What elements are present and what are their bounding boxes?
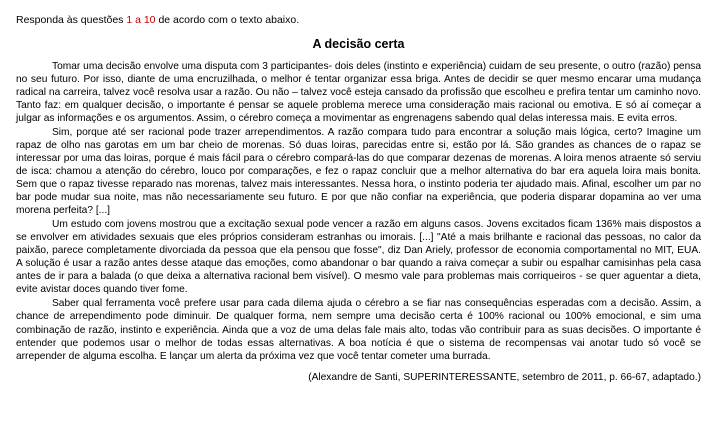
paragraph: Um estudo com jovens mostrou que a excitação sexual pode vencer a razão em alguns casos. Jovens excitados ficam 136% mais dispostos a se envolver em atividades sexuais que eles próprios consideram estranhas ou imorais. [...] "Até a mais brilhante e racional das pessoas, no calor da paixão, parece completamente divorciada da pessoa que ela pensou que fosse", diz Dan Ariely, professor de economia comportamental no MIT, EUA. A solução é usar a razão antes desse ataque das emoções, como abandonar o bar quando a raiva começar a subir ou espalhar camisinhas pela casa antes de ir para a balada (o que deixa a alternativa racional bem visível). O mesmo vale para problemas mais corriqueiros - se quer aguentar a dieta, evite avistar doces quando tiver fome.: [16, 219, 701, 296]
instruction-prefix: Responda às questões: [16, 14, 127, 26]
instruction-suffix: de acordo com o texto abaixo.: [155, 14, 300, 26]
instruction-line: [16, 14, 701, 27]
paragraph: Tomar uma decisão envolve uma disputa com 3 participantes- dois deles (instinto e experiência) cuidam de seu presente, o outro (razão) pensa no seu futuro. Por isso, diante de uma encruzilhada, o melhor é tentar organizar essa briga. Antes de decidir se quer mesmo encarar uma mudança radical na carreira, talvez você resolva usar a razão. Ou não – talvez você esteja cansado da profissão que escolheu e prefira tentar um caminho novo. Tanto faz: em qualquer decisão, o importante é pensar se aquele problema merece uma consideração mais racional ou emotiva. E só aí começar a julgar as informações e os argumentos. Assim, o cérebro começa a movimentar as engrenagens sabendo qual delas interessa mais. E evita erros.: [16, 60, 701, 124]
page-title: A decisão certa: [312, 36, 405, 51]
article-body: [16, 60, 701, 363]
paragraph: Saber qual ferramenta você prefere usar para cada dilema ajuda o cérebro a se fiar nas consequências esperadas com a decisão. Assim, a chance de arrependimento pode diminuir. De qualquer forma, nem sempre uma decisão certa é 100% racional ou 100% emocional, e sim uma combinação de razão, instinto e experiência. Ainda que a voz de uma delas fale mais alto, todas vão contribuir para as suas decisões. O importante é entender que podemos usar o melhor de todas essas alternativas. A boa notícia é que o sistema de recompensas vai anotar tudo só você se arrepender de alguma escolha. E lançar um alerta da próxima vez que você tentar cometer uma burrada.: [16, 298, 701, 362]
source-credit: (Alexandre de Santi, SUPERINTERESSANTE, setembro de 2011, p. 66-67, adaptado.): [308, 371, 701, 383]
paragraph: Sim, porque até ser racional pode trazer arrependimentos. A razão compara tudo para encontrar a solução mais lógica, certo? Imagine um rapaz de olho nas garotas em um bar cheio de morenas. Só duas loiras, parecidas entre si, estão por lá. São grandes as chances de o rapaz se interessar por uma das loiras, porque é mais fácil para o cérebro compará-las do que comparar dezenas de morenas. A loira menos atraente só serviu de isca: chamou a atenção do cérebro, louco por comparações, e fez o rapaz concluir que a melhor alternativa do bar era aquela loira mais bonita. Sem que o rapaz tivesse reparado nas morenas, talvez mais interessantes. Nessa hora, o instinto poderia ter ajudado mais. Afinal, escolher um par no bar pode mudar sua noite, mas não necessariamente seu futuro. E por que não confiar na experiência, que poderia disparar dopamina ao ver uma morena perfeita? [...]: [16, 126, 701, 217]
instruction-question-range: 1 a 10: [126, 14, 156, 26]
